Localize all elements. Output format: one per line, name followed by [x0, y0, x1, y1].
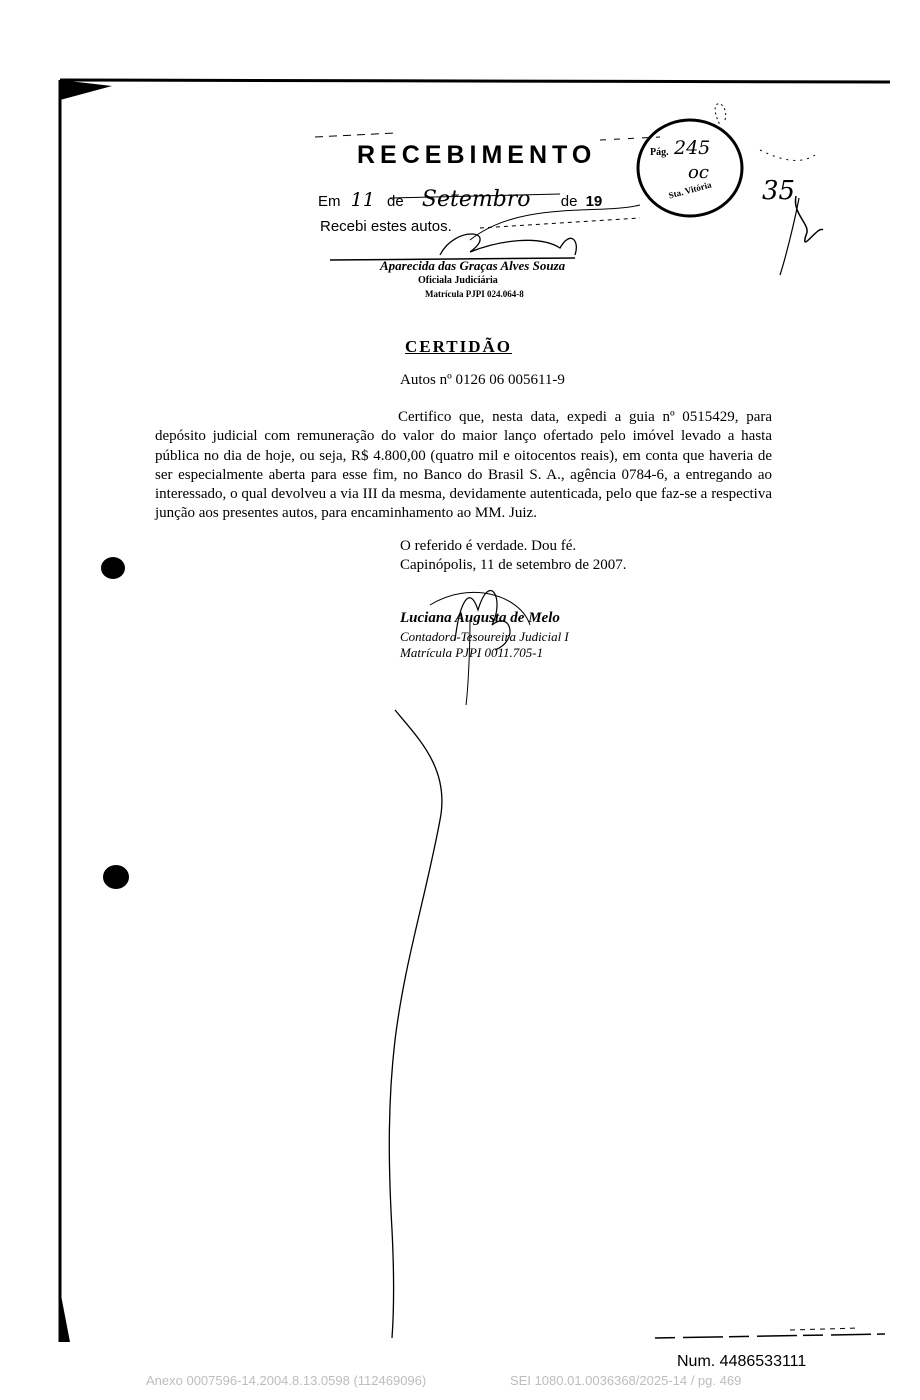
stamp-received-line: Recebi estes autos.	[320, 218, 452, 235]
stamp-day: 11	[350, 189, 375, 211]
signer-name: Luciana Augusta de Melo	[400, 610, 560, 626]
seal-place: Sta. Vitória	[667, 179, 713, 201]
stamp-officer-name: Aparecida das Graças Alves Souza	[380, 258, 566, 273]
footer-sei: SEI 1080.01.0036368/2025-14 / pg. 469	[510, 1373, 742, 1388]
certificate-text: Certifico que, nesta data, expedi a guia nº 0515429, para depósito judicial com remuneração do valor do maior lanço ofertado pelo imóvel levado a hasta pública no dia de hoje, ou seja, R$ 4.800,00 (quatro mil e oitocentos reais), em conta que haveria de ser especialmente aberta para esse fim, no Banco do Brasil S. A., agência 0784-6, a entregando ao interessado, o qual devolveu a via III da mesma, devidamente autenticada, pelo que faz-se a respectiva junção aos presentes autos, para encaminhamento ao MM. Juiz.	[155, 409, 772, 522]
place-date: Capinópolis, 11 de setembro de 2007.	[400, 557, 627, 573]
signer-role: Contadora-Tesoureira Judicial I	[400, 629, 569, 644]
stamp-date-prefix: Em	[318, 193, 341, 210]
signer-matricula: Matrícula PJPI 0011.705-1	[400, 645, 544, 660]
stamp-de-1: de	[387, 193, 404, 210]
punch-hole-top	[101, 557, 125, 579]
autos-number: Autos nº 0126 06 005611-9	[400, 372, 565, 388]
document-title: CERTIDÃO	[405, 337, 513, 356]
stamp-title: RECEBIMENTO	[357, 141, 597, 169]
seal-mark: oc	[688, 162, 709, 183]
stamp-de-2: de	[560, 193, 578, 210]
stamp-officer-role: Oficiala Judiciária	[418, 275, 498, 286]
footer-annex: Anexo 0007596-14.2004.8.13.0598 (112469096)	[146, 1373, 427, 1388]
void-line	[389, 710, 442, 1338]
stamp-year: 19	[585, 193, 603, 210]
punch-hole-bottom	[103, 865, 129, 889]
stamp-month: Setembro	[421, 187, 531, 212]
closing-statement: O referido é verdade. Dou fé.	[400, 538, 577, 554]
margin-page-number: 35	[762, 176, 796, 206]
certificate-paragraph	[155, 408, 772, 524]
document-num: Num. 4486533111	[677, 1353, 807, 1370]
stamp-officer-matricula: Matrícula PJPI 024.064-8	[425, 289, 524, 299]
stamp-date-line	[318, 187, 602, 212]
seal-page-number: 245	[674, 137, 711, 159]
seal-page-label: Pág.	[650, 147, 669, 158]
